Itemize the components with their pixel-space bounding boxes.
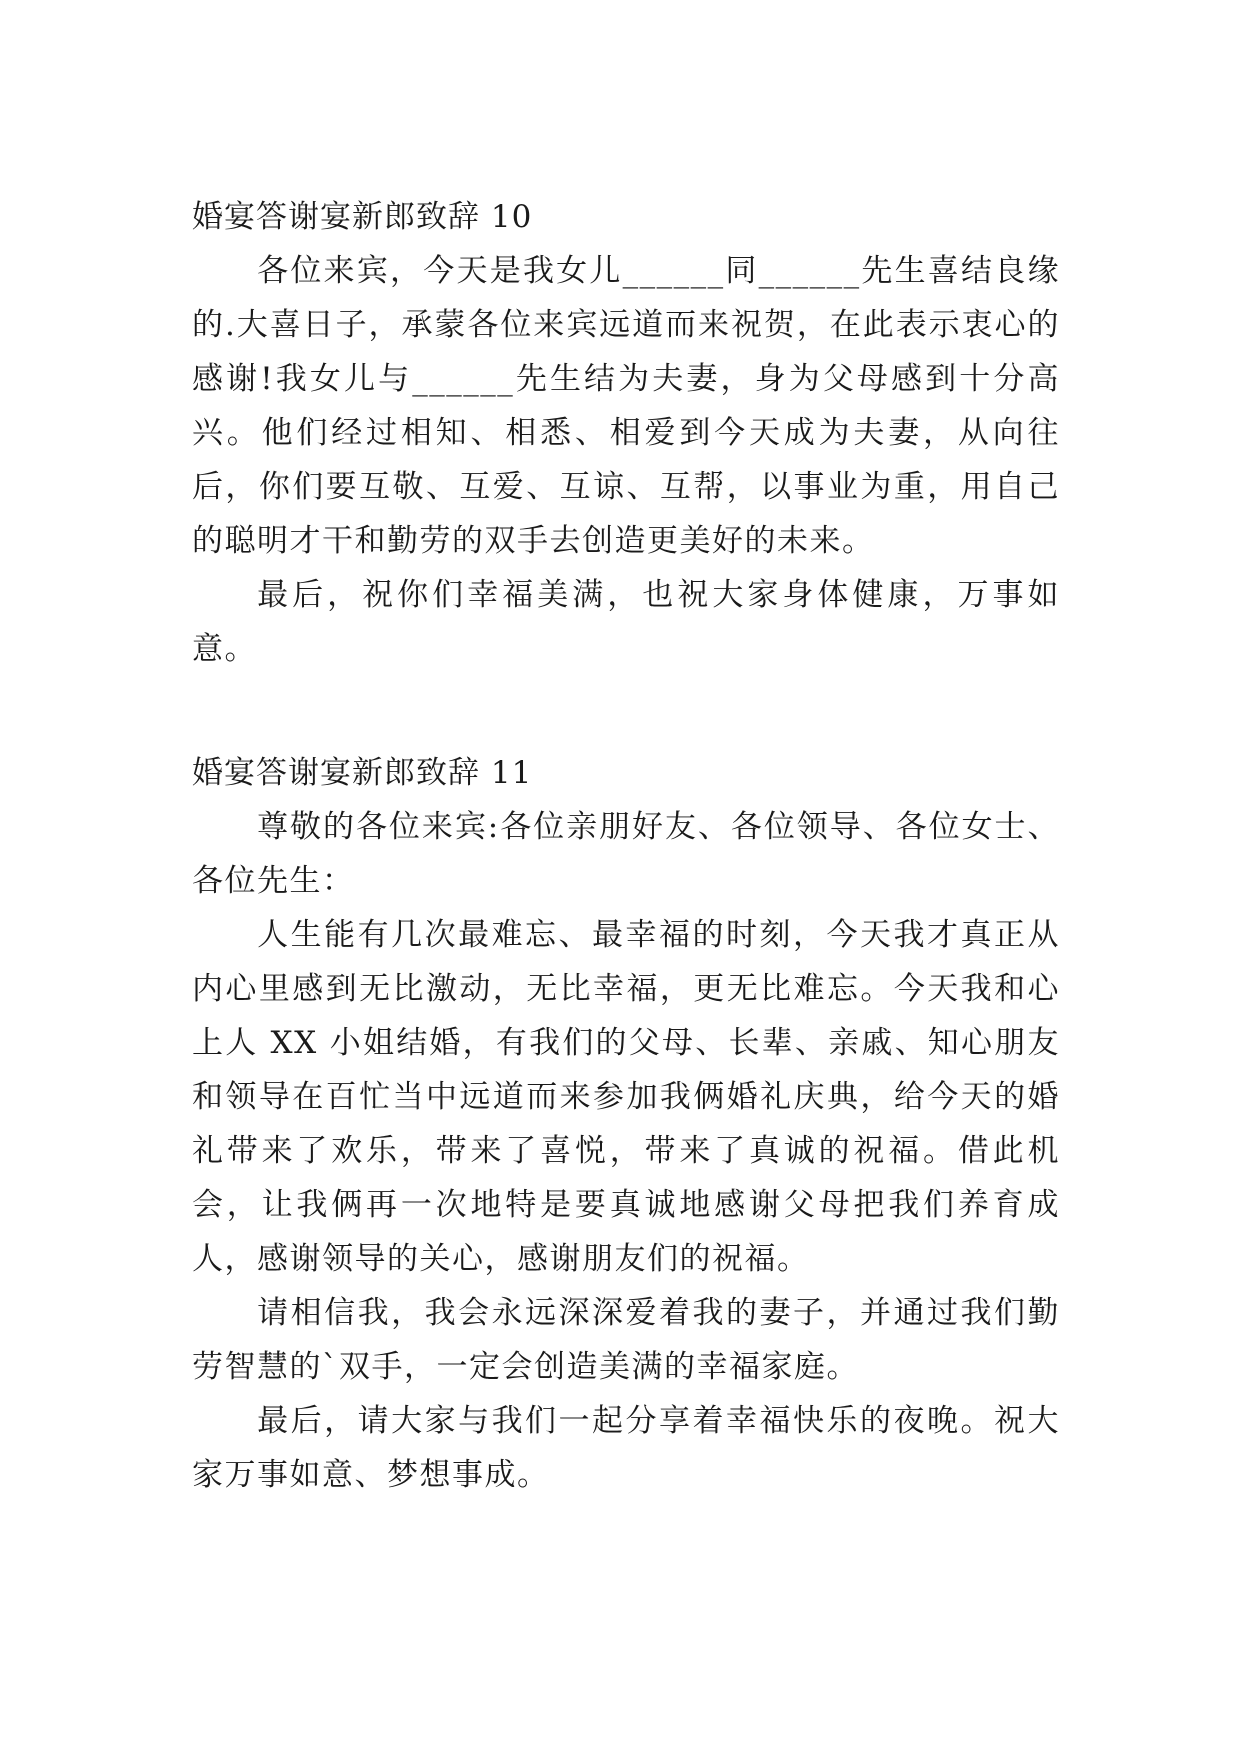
paragraph: 最后，请大家与我们一起分享着幸福快乐的夜晚。祝大家万事如意、梦想事成。	[192, 1403, 1060, 1493]
paragraph: 尊敬的各位来宾:各位亲朋好友、各位领导、各位女士、各位先生：	[192, 809, 1060, 899]
paragraph: 人生能有几次最难忘、最幸福的时刻，今天我才真正从内心里感到无比激动，无比幸福，更无比难忘。今天我和心上人 XX 小姐结婚，有我们的父母、长辈、亲戚、知心朋友和领导在百忙当中远道而来参加我俩婚礼庆典，给今天的婚礼带来了欢乐，带来了喜悦，带来了真诚的祝福。借此机会，让我俩再一次地特是要真诚地感谢父母把我们养育成人，感谢领导的关心，感谢朋友们的祝福。	[192, 917, 1060, 1277]
section-title: 婚宴答谢宴新郎致辞 10	[192, 199, 533, 235]
paragraph: 请相信我，我会永远深深爱着我的妻子，并通过我们勤劳智慧的`双手，一定会创造美满的幸福家庭。	[192, 1295, 1060, 1385]
paragraph: 最后，祝你们幸福美满，也祝大家身体健康，万事如意。	[192, 577, 1060, 667]
document-body	[192, 190, 1060, 1502]
speech-section-11	[192, 746, 1060, 1502]
speech-section-10	[192, 190, 1060, 676]
paragraph: 各位来宾，今天是我女儿______同______先生喜结良缘的.大喜日子，承蒙各位来宾远道而来祝贺，在此表示衷心的感谢!我女儿与______先生结为夫妻，身为父母感到十分高兴。他们经过相知、相悉、相爱到今天成为夫妻，从向往后，你们要互敬、互爱、互谅、互帮，以事业为重，用自己的聪明才干和勤劳的双手去创造更美好的未来。	[192, 253, 1060, 559]
section-spacer	[192, 676, 1060, 746]
section-title: 婚宴答谢宴新郎致辞 11	[192, 755, 533, 791]
